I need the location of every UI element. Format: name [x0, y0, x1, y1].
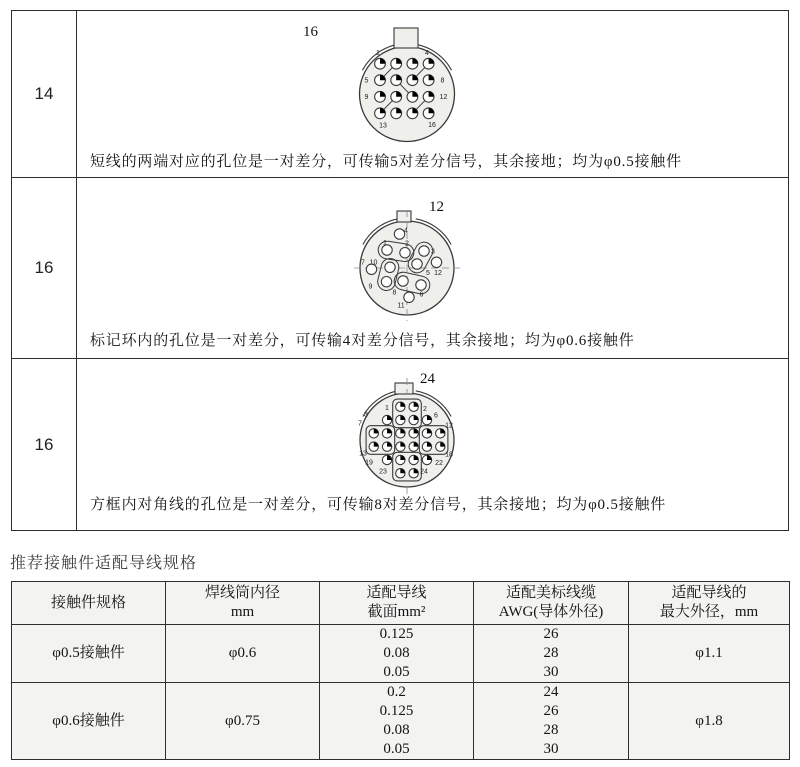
connector-face-diagram-16pin: [327, 19, 487, 154]
column-header-1: 焊线筒内径 mm: [166, 582, 320, 625]
pin-number-label: 10: [369, 259, 377, 267]
shell-size-value: 14: [12, 11, 77, 177]
wire-spec-header: [12, 582, 790, 625]
wire-spec-body: [12, 625, 790, 760]
arrangement-description: 短线的两端对应的孔位是一对差分，可传输5对差分信号，其余接地；均为φ0.5接触件: [90, 154, 682, 170]
spec-row-0: [12, 625, 790, 683]
pin-count-label: 12: [429, 199, 444, 215]
pin-number-label: 19: [364, 459, 373, 467]
arrangement-cell: [77, 359, 788, 530]
column-header-4: 适配导线的 最大外径，mm: [629, 582, 790, 625]
pin-number-label: 11: [396, 302, 405, 310]
arrangement-row-16shell-a: [12, 177, 788, 358]
shell-size-value: 16: [12, 178, 77, 358]
connector-face-diagram-12pin: [327, 193, 487, 328]
arrangement-cell: [77, 11, 788, 177]
spec-cell: φ1.8: [629, 683, 790, 760]
pin-number-label: 7: [360, 259, 365, 267]
shell-size-value: 16: [12, 359, 77, 530]
spec-cell: φ0.5接触件: [12, 625, 166, 683]
column-header-0: 接触件规格: [12, 582, 166, 625]
pin-number-label: 13: [378, 122, 387, 129]
pin-number-label: 2: [422, 406, 427, 413]
pin-number-label: 9: [368, 283, 372, 291]
pin-number-label: 1: [382, 240, 387, 247]
pin-number-label: 12: [444, 422, 453, 430]
pin-number-label: 6: [419, 291, 423, 299]
spec-cell: 26 28 30: [474, 625, 629, 683]
arrangement-cell: [77, 178, 788, 358]
pin-number-label: 13: [358, 450, 367, 458]
pin-number-label: 1: [384, 405, 389, 412]
arrangement-row-16shell-b: [12, 358, 788, 530]
contact-arrangement-table: [11, 10, 789, 531]
pin-number-label: 1: [375, 49, 380, 57]
connector-face-diagram-24pin: [327, 365, 487, 500]
pin-number-label: 8: [440, 77, 444, 84]
spec-cell: 0.2 0.125 0.08 0.05: [320, 683, 474, 760]
spec-cell: φ1.1: [629, 625, 790, 683]
spec-cell: 24 26 28 30: [474, 683, 629, 760]
pin-number-label: 9: [364, 93, 368, 101]
pin-count-label: 16: [303, 24, 318, 40]
spec-cell: φ0.6: [166, 625, 320, 683]
spec-cell: φ0.6接触件: [12, 683, 166, 760]
pin-number-label: 6: [433, 412, 438, 420]
pin-number-label: 22: [434, 460, 443, 467]
pin-number-label: 5: [425, 270, 430, 277]
column-header-2: 适配导线 截面mm²: [320, 582, 474, 625]
column-header-3: 适配美标线缆 AWG(导体外径): [474, 582, 629, 625]
section-heading: 推荐接触件适配导线规格: [10, 555, 198, 572]
arrangement-description: 方框内对角线的孔位是一对差分，可传输8对差分信号，其余接地；均为φ0.5接触件: [90, 497, 667, 513]
spec-cell: φ0.75: [166, 683, 320, 760]
pin-number-label: 8: [392, 289, 396, 297]
pin-number-label: 23: [378, 468, 387, 476]
arrangement-description: 标记环内的孔位是一对差分，可传输4对差分信号，其余接地；均为φ0.6接触件: [90, 333, 635, 349]
pin-number-label: 3: [363, 411, 368, 419]
pin-number-label: 18: [444, 451, 453, 459]
pin-number-label: 12: [433, 270, 442, 277]
spec-cell: 0.125 0.08 0.05: [320, 625, 474, 683]
pin-number-label: 2: [404, 240, 409, 248]
spec-row-1: [12, 683, 790, 760]
pin-number-label: 5: [364, 77, 368, 84]
arrangement-row-14shell: [12, 11, 788, 177]
pin-number-label: 12: [439, 93, 447, 101]
pin-number-label: 4: [403, 227, 408, 235]
pin-count-label: 24: [420, 371, 435, 387]
wire-spec-table: [11, 581, 790, 760]
pin-number-label: 16: [427, 121, 436, 129]
pin-number-label: 3: [430, 248, 435, 256]
pin-number-label: 24: [419, 468, 428, 476]
pin-number-label: 7: [357, 420, 362, 428]
pin-number-label: 4: [424, 49, 429, 57]
